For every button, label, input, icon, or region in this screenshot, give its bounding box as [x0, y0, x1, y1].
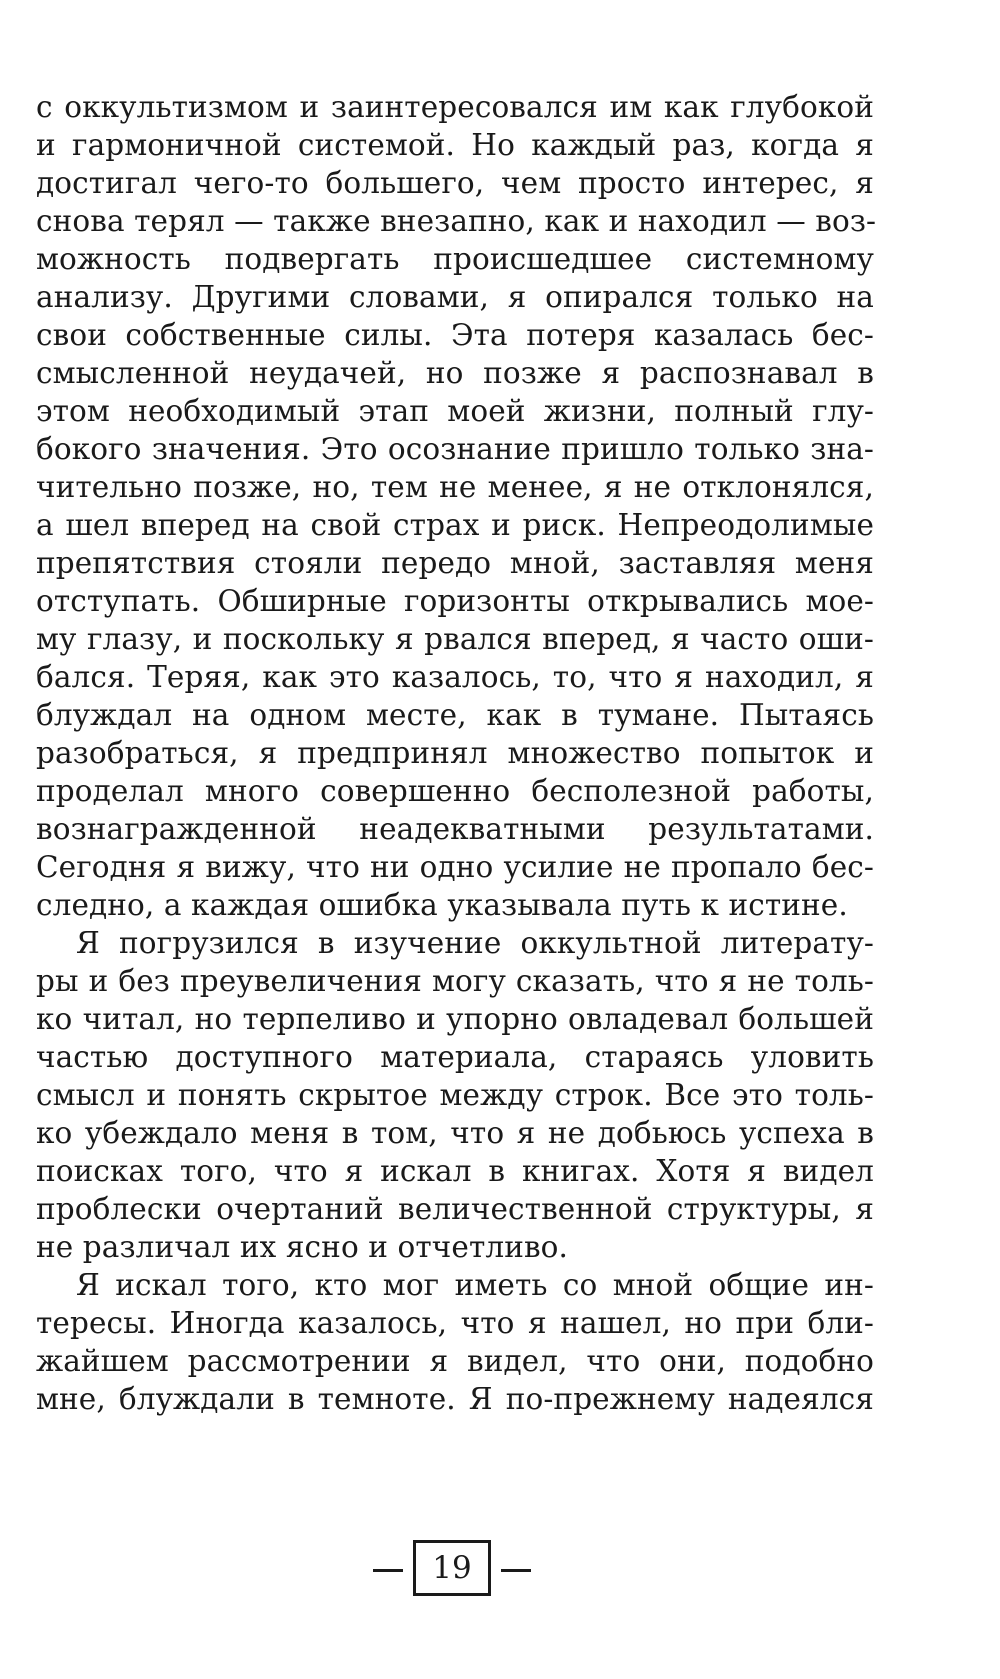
- text-line: Я погрузился в изучение оккультной литерату-: [76, 926, 874, 960]
- paragraph-3: [36, 1266, 874, 1418]
- text-line: блуждал на одном месте, как в тумане. Пытаясь: [36, 698, 874, 732]
- folio-dash-left: [373, 1569, 403, 1572]
- text-line: а шел вперед на свой страх и риск. Непреодолимые: [36, 508, 874, 542]
- text-line: жайшем рассмотрении я видел, что они, подобно: [36, 1344, 874, 1378]
- text-line: препятствия стояли передо мной, заставляя меня: [36, 546, 874, 580]
- page-number: 19: [413, 1540, 491, 1596]
- text-line: проблески очертаний величественной структуры, я: [36, 1192, 874, 1226]
- text-line: ры и без преувеличения могу сказать, что я не толь-: [36, 964, 874, 998]
- text-line: бался. Теряя, как это казалось, то, что я находил, я: [36, 660, 874, 694]
- text-line: поисках того, что я искал в книгах. Хотя я видел: [36, 1154, 874, 1188]
- text-line: достигал чего-то большего, чем просто интерес, я: [36, 166, 874, 200]
- text-line: чительно позже, но, тем не менее, я не отклонялся,: [36, 470, 874, 504]
- text-line: отступать. Обширные горизонты открывались мое-: [36, 584, 874, 618]
- text-line: и гармоничной системой. Но каждый раз, когда я: [36, 128, 874, 162]
- paragraph-2: [36, 924, 874, 1266]
- text-line: проделал много совершенно бесполезной работы,: [36, 774, 874, 808]
- text-line: с оккультизмом и заинтересовался им как глубокой: [36, 90, 874, 124]
- text-line: не различал их ясно и отчетливо.: [36, 1230, 569, 1264]
- page-number-folio: [373, 1540, 533, 1600]
- text-line: Сегодня я вижу, что ни одно усилие не пропало бес-: [36, 850, 874, 884]
- text-line: смысленной неудачей, но позже я распознавал в: [36, 356, 874, 390]
- text-line: тересы. Иногда казалось, что я нашел, но при бли-: [36, 1306, 874, 1340]
- text-line: му глазу, и поскольку я рвался вперед, я часто оши-: [36, 622, 874, 656]
- text-line: разобраться, я предпринял множество попыток и: [36, 736, 874, 770]
- paragraph-1: [36, 88, 877, 924]
- text-line: свои собственные силы. Эта потеря казалась бес-: [36, 318, 874, 352]
- text-line: можность подвергать происшедшее системному: [36, 242, 874, 276]
- text-line: мне, блуждали в темноте. Я по-прежнему надеялся: [36, 1382, 874, 1416]
- text-line: бокого значения. Это осознание пришло только зна-: [36, 432, 874, 466]
- text-line: этом необходимый этап моей жизни, полный глу-: [36, 394, 874, 428]
- folio-dash-right: [501, 1569, 531, 1572]
- text-line: частью доступного материала, стараясь уловить: [36, 1040, 874, 1074]
- text-line: смысл и понять скрытое между строк. Все это толь-: [36, 1078, 874, 1112]
- text-line: снова терял — также внезапно, как и находил — воз-: [36, 204, 877, 238]
- text-line: вознагражденной неадекватными результатами.: [36, 812, 874, 846]
- text-line: следно, а каждая ошибка указывала путь к истине.: [36, 888, 848, 922]
- page-body: [36, 88, 877, 1418]
- text-line: ко убеждало меня в том, что я не добьюсь успеха в: [36, 1116, 874, 1150]
- text-line: Я искал того, кто мог иметь со мной общие ин-: [76, 1268, 874, 1302]
- text-line: анализу. Другими словами, я опирался только на: [36, 280, 874, 314]
- text-line: ко читал, но терпеливо и упорно овладевал большей: [36, 1002, 874, 1036]
